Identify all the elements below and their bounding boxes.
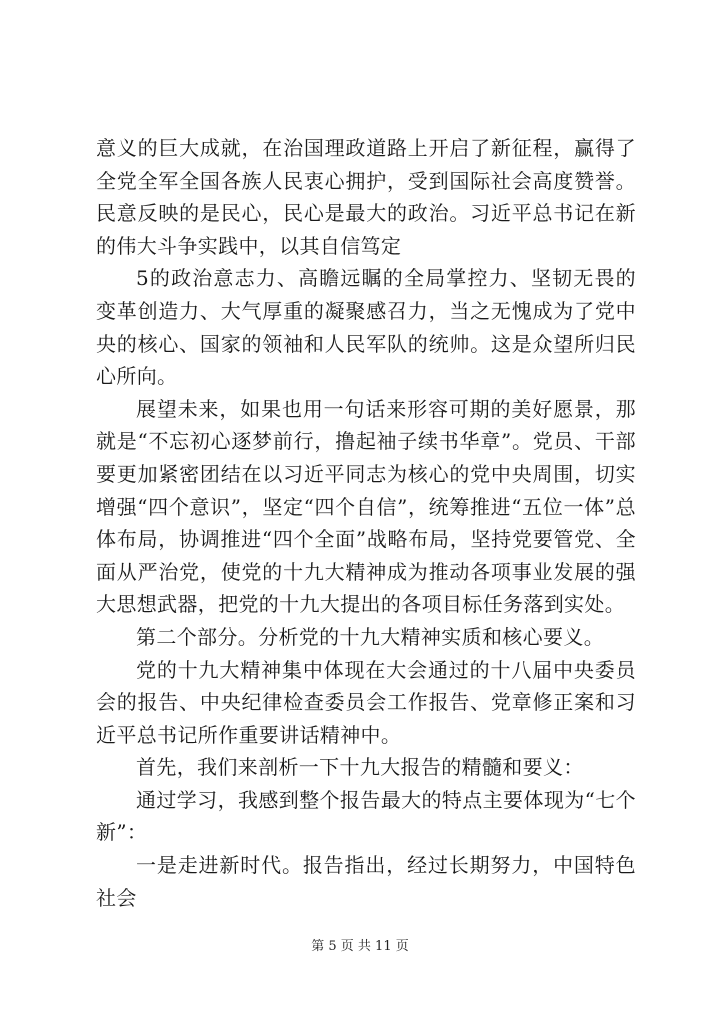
section-heading-part-two: 第二个部分。分析党的十九大精神实质和核心要义。 (136, 624, 605, 649)
paragraph-spirit-summary: 党的十九大精神集中体现在大会通过的十八届中央委员会的报告、中央纪律检查委员会工作报告、党章修正案和习近平总书记所作重要讲话精神中。 (96, 657, 636, 747)
paragraph-seven-new: 通过学习，我感到整个报告最大的特点主要体现为“七个新”： (96, 787, 636, 845)
paragraph-continuation: 意义的巨大成就，在治国理政道路上开启了新征程，赢得了全党全军全国各族人民衷心拥护，受到国际社会高度赞誉。民意反映的是民心，民心是最大的政治。习近平总书记在新的伟大斗争实践中，以其自信笃定 (96, 136, 636, 258)
page-number-footer: 第 5 页 共 11 页 (311, 939, 409, 954)
paragraph-outlook: 展望未来，如果也用一句话来形容可期的美好愿景，那就是“不忘初心逐梦前行，撸起袖子续书华章”。党员、干部要更加紧密团结在以习近平同志为核心的党中央周围，切实增强“四个意识”，坚定“四个自信”，统筹推进“五位一体”总体布局，协调推进“四个全面”战略布局，坚持党要管党、全面从严治党，使党的十九大精神成为推动各项事业发展的强大思想武器，把党的十九大提出的各项目标任务落到实处。 (96, 396, 636, 617)
paragraph-analysis-intro: 首先，我们来剖析一下十九大报告的精髓和要义： (136, 755, 584, 780)
paragraph-new-era: 一是走进新时代。报告指出，经过长期努力，中国特色社会 (96, 853, 636, 910)
paragraph-leadership: 5的政治意志力、高瞻远瞩的全局掌控力、坚韧无畏的变革创造力、大气厚重的凝聚感召力，当之无愧成为了党中央的核心、国家的领袖和人民军队的统帅。这是众望所归民心所向。 (96, 266, 636, 389)
document-body (96, 132, 636, 914)
